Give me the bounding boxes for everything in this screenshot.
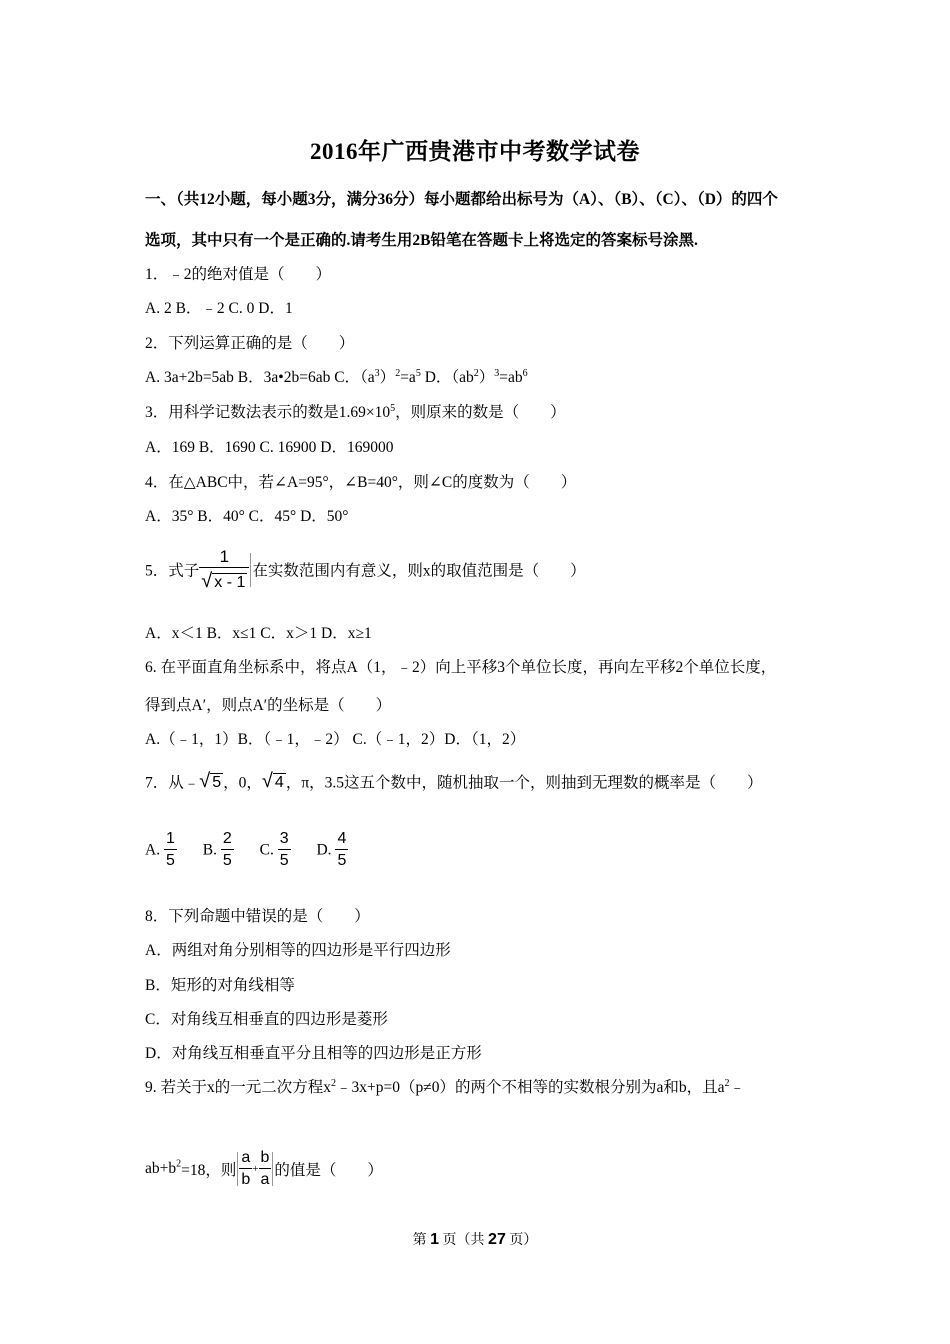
option-c: C. $\frac{3}{5}$ <box>259 830 289 869</box>
fraction-b-over-a: $\frac{b}{a}$ <box>260 1149 270 1188</box>
option-a: A. $\frac{1}{5}$ <box>145 830 175 869</box>
question-8-option-c: C．对角线互相垂直的四边形是菱形 <box>145 1011 388 1028</box>
option-b: B. $\frac{2}{5}$ <box>202 830 232 869</box>
question-7-options <box>145 831 348 869</box>
section-instruction-line2: 选项，其中只有一个是正确的.请考生用2B铅笔在答题卡上将选定的答案标号涂黑. <box>145 232 698 249</box>
page-footer: 第 1 页（共 27 页） <box>412 1231 538 1248</box>
question-1-stem: 1．﹣2的绝对值是（ ） <box>145 266 332 283</box>
question-8-option-b: B．矩形的对角线相等 <box>145 977 295 994</box>
question-6-options: A.（﹣1，1）B．（﹣1，﹣2） C.（﹣1，2）D．（1，2） <box>145 731 526 748</box>
question-9-line2: $ab+b^2=18$，则 $\frac{a}{b}$ + $\frac{b}{a}$ 的值是（ ） <box>145 1149 383 1188</box>
question-8-option-a: A．两组对角分别相等的四边形是平行四边形 <box>145 942 451 959</box>
page-title: 2016年广西贵港市中考数学试卷 <box>310 139 640 164</box>
question-9-line1: 9. 若关于x的一元二次方程$x^2﹣3x+p=0(p\ne 0)$的两个不相等的实数根分别为a和b，且$a^2﹣$ <box>145 1078 746 1096</box>
question-7-stem: 7．从﹣√ 5 ，0，√ 4 ，π，3.5这五个数中，随机抽取一个，则抽到无理数的概率是（ ） <box>145 770 763 792</box>
question-5-stem: 5．式子 $\frac{1}{√ x - 1}$ 在实数范围内有意义，则x的取值范围是（ ） <box>145 547 586 592</box>
option-d: D. $\frac{4}{5}$ <box>316 830 347 869</box>
question-2-stem: 2．下列运算正确的是（ ） <box>145 335 355 352</box>
question-6-line2: 得到点A′，则点A′的坐标是（ ） <box>145 697 392 714</box>
question-2-options: A. 3a+2b=5ab B．3a•2b=6ab C．$(a^3)^2=a^5$ D．$(ab^2)^3=ab^6$ <box>145 368 528 386</box>
question-8-option-d: D．对角线互相垂直平分且相等的四边形是正方形 <box>145 1045 482 1062</box>
section-instruction-line1: 一、（共12小题，每小题3分，满分36分）每小题都给出标号为（A）、（B）、（C）、（D）的四个 <box>145 191 778 208</box>
question-5-options: A．x＜1 B．x≤1 C．x＞1 D．x≥1 <box>145 625 372 642</box>
square-root-icon: √ 4 <box>261 770 284 792</box>
question-6-line1: 6. 在平面直角坐标系中，将点A（1，﹣2）向上平移3个单位长度，再向左平移2个单位长度， <box>145 659 777 676</box>
question-4-options: A．35° B．40° C．45° D．50° <box>145 508 349 525</box>
question-3-options: A．169 B．1690 C. 16900 D．169000 <box>145 439 394 456</box>
fraction-a-over-b: $\frac{a}{b}$ <box>241 1149 251 1188</box>
square-root-icon: √ x - 1 <box>201 570 246 592</box>
question-8-stem: 8．下列命题中错误的是（ ） <box>145 908 370 925</box>
square-root-icon: √ 5 <box>199 770 222 792</box>
question-4-stem: 4．在△ABC中，若∠A=95°，∠B=40°，则∠C的度数为（ ） <box>145 474 577 491</box>
question-3-stem: 3．用科学记数法表示的数是$1.69\times 10^5$，则原来的数是（ ） <box>145 403 566 421</box>
question-1-options: A. 2 B．﹣2 C. 0 D．1 <box>145 300 293 317</box>
fraction-expression: $\frac{1}{√ x - 1}$ <box>199 548 249 591</box>
